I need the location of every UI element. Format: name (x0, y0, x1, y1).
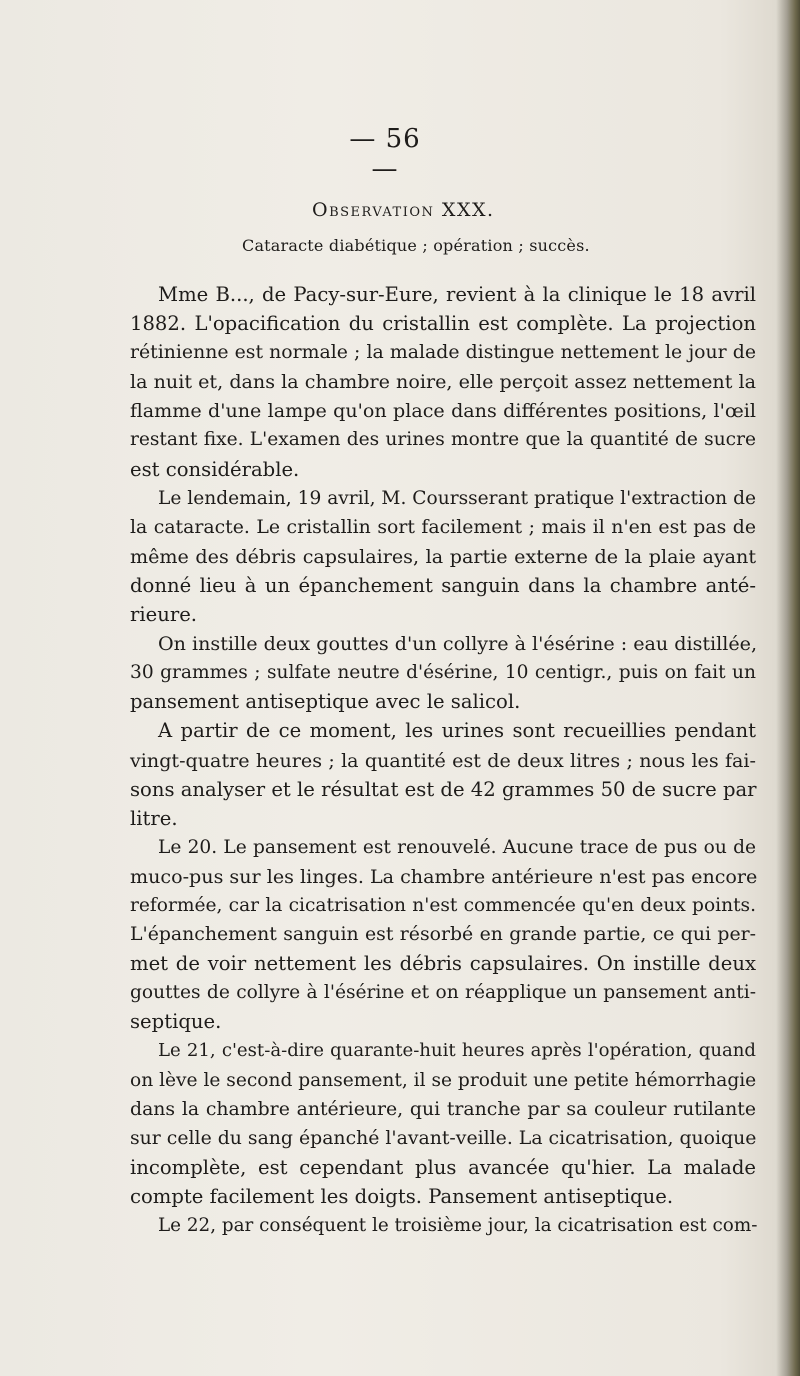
text-line: la cataracte. Le cristallin sort facilement ; mais il n'en est pas de (130, 516, 756, 538)
page-number: — 56 — (349, 124, 421, 184)
text-line: restant fixe. L'examen des urines montre que la quantité de sucre (130, 429, 756, 451)
text-line: est considérable. (130, 457, 300, 481)
text-line: reformée, car la cicatrisation n'est commencée qu'en deux points. (130, 894, 756, 916)
text-line: Mme B..., de Pacy-sur-Eure, revient à la clinique le 18 avril (158, 283, 756, 306)
text-line: sur celle du sang épanché l'avant-veille. La cicatrisation, quoique (130, 1127, 757, 1149)
text-line: compte facilement les doigts. Pansement antiseptique. (130, 1184, 674, 1208)
observation-heading (312, 199, 495, 221)
text-line: Le 22, par conséquent le troisième jour, la cicatrisation est com- (158, 1215, 758, 1236)
text-line: vingt-quatre heures ; la quantité est de deux litres ; nous les fai- (130, 748, 756, 772)
text-line: sons analyser et le résultat est de 42 grammes 50 de sucre par (130, 777, 757, 801)
observation-subtitle: Cataracte diabétique ; opération ; succès. (242, 236, 590, 255)
text-line: gouttes de collyre à l'ésérine et on réapplique un pansement anti- (130, 982, 756, 1004)
text-line: donné lieu à un épanchement sanguin dans la chambre anté- (130, 573, 756, 597)
text-line: met de voir nettement les débris capsulaires. On instille deux (130, 952, 756, 976)
text-line: L'épanchement sanguin est résorbé en grande partie, ce qui per- (130, 924, 756, 946)
text-line: Le 21, c'est-à-dire quarante-huit heures après l'opération, quand (158, 1040, 756, 1062)
observation-body (130, 280, 756, 1240)
text-line: flamme d'une lampe qu'on place dans différentes positions, l'œil (130, 399, 756, 423)
text-line: la nuit et, dans la chambre noire, elle perçoit assez nettement la (130, 370, 756, 394)
text-line: litre. (130, 806, 178, 830)
text-line: Le 20. Le pansement est renouvelé. Aucune trace de pus ou de (158, 836, 756, 858)
text-line: muco-pus sur les linges. La chambre antérieure n'est pas encore (130, 864, 758, 888)
text-line: dans la chambre antérieure, qui tranche par sa couleur rutilante (130, 1098, 756, 1120)
text-line: Le lendemain, 19 avril, M. Coursserant pratique l'extraction de (158, 487, 756, 509)
text-line: rieure. (130, 603, 198, 627)
text-line: A partir de ce moment, les urines sont recueillies pendant (158, 719, 756, 743)
text-line: on lève le second pansement, il se produit une petite hémorrhagie (130, 1069, 757, 1091)
text-line: 30 grammes ; sulfate neutre d'ésérine, 10 centigr., puis on fait un (130, 662, 756, 684)
page-edge-shadow (776, 0, 800, 1376)
observation-title: Observation XXX. (312, 199, 495, 221)
text-line: incomplète, est cependant plus avancée qu'hier. La malade (130, 1155, 756, 1179)
text-line: septique. (130, 1010, 222, 1034)
text-line: même des débris capsulaires, la partie externe de la plaie ayant (130, 544, 756, 568)
text-line: pansement antiseptique avec le salicol. (130, 690, 521, 714)
text-line: 1882. L'opacification du cristallin est complète. La projection (130, 312, 756, 336)
text-line: On instille deux gouttes d'un collyre à l'ésérine : eau distillée, (158, 632, 758, 656)
text-line: rétinienne est normale ; la malade distingue nettement le jour de (130, 342, 756, 364)
